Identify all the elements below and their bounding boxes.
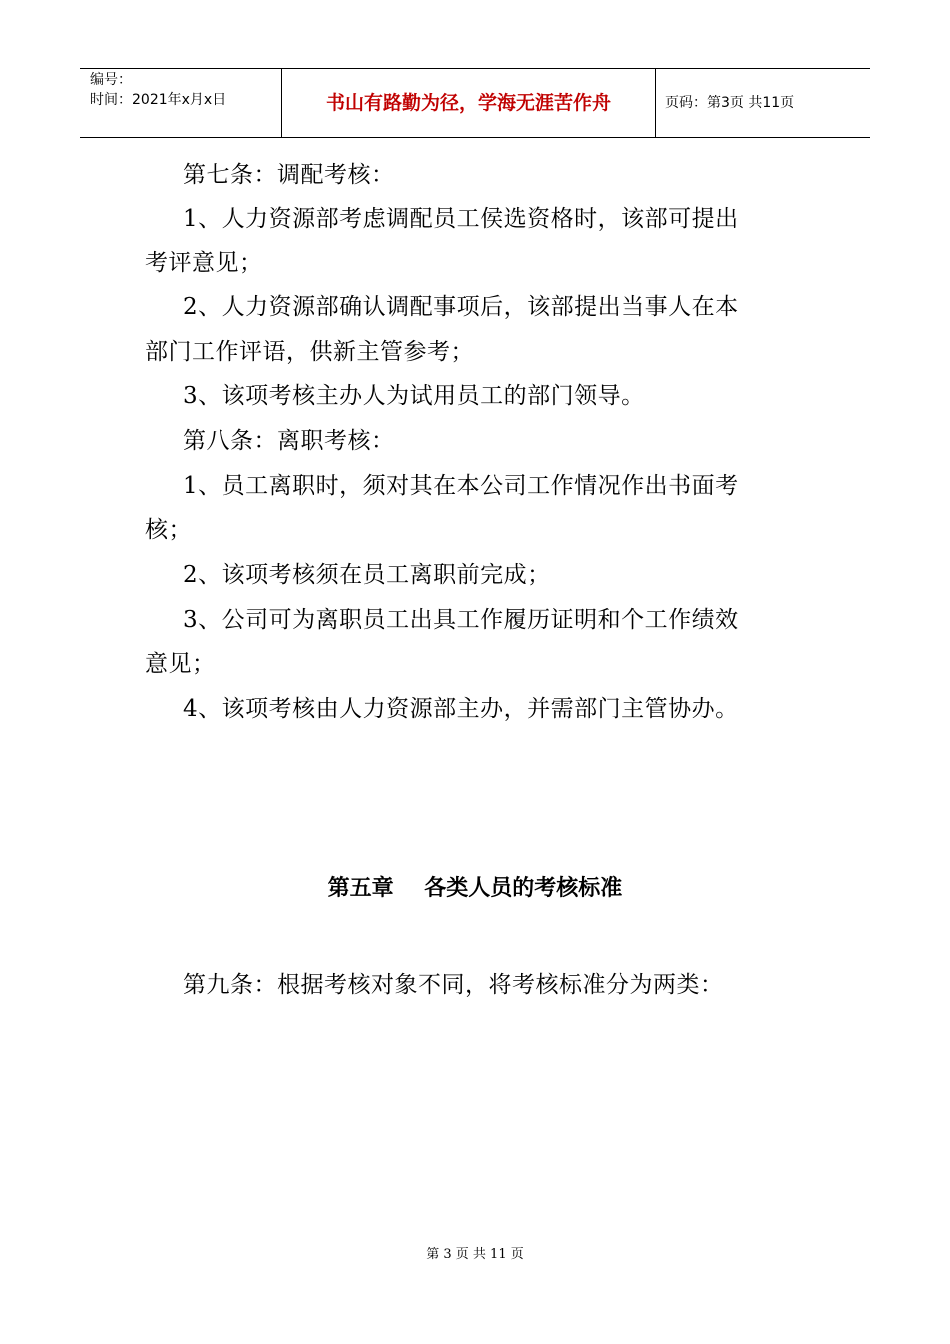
chapter-title: 第五章 各类人员的考核标准 bbox=[327, 876, 623, 901]
paragraph-line: 核； bbox=[145, 517, 192, 543]
header-page-info: 页码：第3页 共11页 bbox=[665, 95, 795, 111]
paragraph-line: 意见； bbox=[145, 651, 216, 677]
page-header bbox=[80, 68, 870, 138]
paragraph-line: 部门工作评语，供新主管参考； bbox=[145, 339, 474, 365]
paragraph-line: 考评意见； bbox=[145, 250, 263, 276]
paragraph-line: 2、该项考核须在员工离职前完成； bbox=[183, 562, 551, 588]
paragraph-line: 3、公司可为离职员工出具工作履历证明和个工作绩效 bbox=[183, 607, 739, 633]
article-nine-heading: 第九条：根据考核对象不同，将考核标准分为两类： bbox=[183, 972, 724, 998]
paragraph-line: 2、人力资源部确认调配事项后，该部提出当事人在本 bbox=[183, 294, 739, 320]
time-label: 时间：2021年x月x日 bbox=[90, 92, 227, 108]
article-eight-heading: 第八条：离职考核： bbox=[183, 428, 395, 454]
header-page-cell bbox=[655, 69, 870, 137]
header-meta-cell bbox=[80, 69, 281, 137]
paragraph-line: 1、人力资源部考虑调配员工侯选资格时，该部可提出 bbox=[183, 206, 739, 232]
paragraph-line: 1、员工离职时，须对其在本公司工作情况作出书面考 bbox=[183, 473, 739, 499]
header-motto: 书山有路勤为径，学海无涯苦作舟 bbox=[325, 92, 611, 114]
paragraph-line: 3、该项考核主办人为试用员工的部门领导。 bbox=[183, 383, 645, 409]
number-label: 编号： bbox=[90, 72, 132, 88]
header-motto-cell bbox=[281, 69, 656, 137]
paragraph-line: 4、该项考核由人力资源部主办，并需部门主管协办。 bbox=[183, 696, 739, 722]
page-footer: 第 3 页 共 11 页 bbox=[426, 1247, 524, 1262]
article-seven-heading: 第七条：调配考核： bbox=[183, 162, 395, 188]
